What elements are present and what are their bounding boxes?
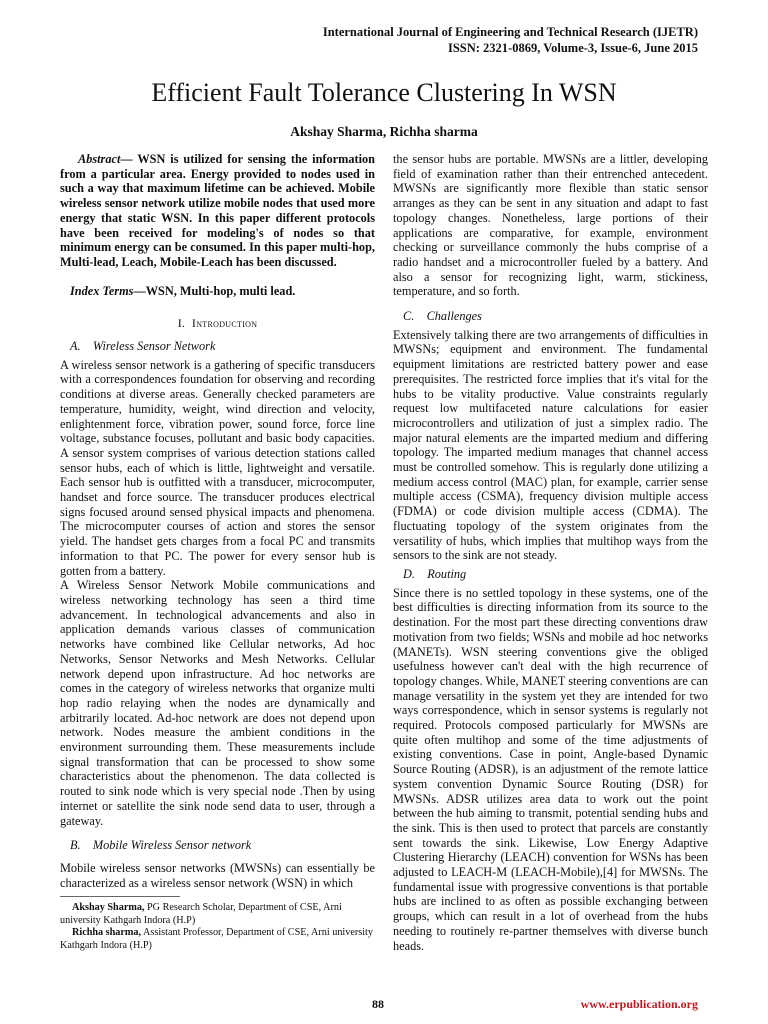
subsection-label: C. <box>403 309 415 324</box>
paragraph-a2: A Wireless Sensor Network Mobile communications and wireless networking technology has seen a third time advancement. In technological advancements and also in application demands various classes of communication networks have combined like Cellular networks, Ad hoc Networks, Sensor Networks and Mesh Networks. Cellular network depend upon infrastructure. Ad hoc networks are comes in the category of wireless networks that organize multi hop radio relaying when the nodes are dynamically and arbitrarily located. Ad-hoc network are does not depend upon network. Nodes measure the ambient conditions in the environment surrounding them. These measurements include signal transformation that can be processed to show some characteristics about the phenomenon. The data collected is routed to sink node which is very special node .Then by using internet or satellite the sink node send data to user, through a gateway. <box>60 578 375 828</box>
footnote-author-name: Richha sharma, <box>72 927 142 938</box>
journal-issn: ISSN: 2321-0869, Volume-3, Issue-6, June 2015 <box>447 41 698 55</box>
right-column <box>393 152 708 953</box>
subsection-heading-b <box>60 838 375 853</box>
paragraph-c: Extensively talking there are two arrangements of difficulties in MWSNs; equipment and environment. The fundamental equipment limitations are restricted battery power and ease prerequisites. The restricted force implies that it's vital for the hubs to be vitality productive. Value constraints regularly request low multifaceted nature calculations for easier microcontrollers and utilization of just a simplex radio. The major natural elements are the imparted medium and differing topology. The imparted medium manages that channel access must be controlled somehow. This is regularly done utilizing a medium access control (MAC) plan, for example, carrier sense multiple access (CSMA), frequency division multiple access (FDMA) or code division multiple access (CDMA). The fluctuating topology of the system originates from the versatility of hubs, which implies that multihop ways from the sensors to the sink are not steady. <box>393 327 708 563</box>
left-column <box>60 152 375 890</box>
section-number: I. <box>177 316 186 331</box>
index-terms-text: —WSN, Multi-hop, multi lead. <box>133 283 296 298</box>
paragraph-b1: Mobile wireless sensor networks (MWSNs) can essentially be characterized as a wireless sensor network (WSN) in which <box>60 860 375 890</box>
subsection-title: Mobile Wireless Sensor network <box>92 838 252 853</box>
abstract-dash: — <box>120 152 138 166</box>
section-title: Introduction <box>191 316 258 331</box>
paragraph-a1: A wireless sensor network is a gathering of specific transducers with a correspondences foundation for observing and recording conditions at diverse areas. Generally checked parameters are temperature, humidity, weight, wind direction and velocity, enlightenment force, vibration power, sound force, force line voltage, substance focuses, pollutant and basic body capacities. A sensor system comprises of various detection stations called sensor hubs, each of which is little, lightweight and versatile. Each sensor hub is outfitted with a transducer, microcomputer, handset and force source. The transducer produces electrical signs focused around sensed physical impacts and phenomena. The microcomputer courses of action and stores the sensor yield. The handset gets charges from a focal PC and transmits information to that PC. The power for every sensor hub is gotten from a battery. <box>60 357 375 578</box>
footnote-author-1 <box>60 902 375 927</box>
abstract <box>60 152 375 270</box>
paragraph-d: Since there is no settled topology in these systems, one of the best difficulties is directing information from its source to the destination. For the most part these directing conventions draw motivation from two fields; WSNs and mobile ad hoc networks (MANETs). WSN steering conventions give the obliged usefulness however can't deal with the high recurrence of topology changes. While, MANET steering conventions are can manage versatility in the system yet they are intended for two ways correspondence, which in sensor systems is regularly not required. Protocols composed particularly for MWSNs are quite often multihop and some of the time adjustments of existing conventions. Case in point, Angle-based Dynamic Source Routing (ADSR), is an adjustment of the remote lattice system convention Dynamic Source Routing (DSR) for MWSNs. ADSR utilizes area data to work out the point between the hub aiming to transmit, potential sending hubs and the sink. This is then used to protect that parcels are constantly sent towards the sink. Likewise, Low Energy Adaptive Clustering Hierarchy (LEACH) convention for WSNs has been adjusted to LEACH-M (LEACH-Mobile),[4] for MWSNs. The fundamental issue with progressive conventions is that portable hubs are inclined to as often as possible exchanging between groups, which can result in a lot of overhead from the hubs needing to routinely re-partner themselves with diverse bunch heads. <box>393 585 708 953</box>
author-footnotes <box>60 902 375 952</box>
footnote-author-name: Akshay Sharma, <box>72 902 145 913</box>
page-number: 88 <box>372 997 384 1011</box>
footnote-affiliation: PG Research Scholar, Department of CSE, Arni university Kathgarh Indora (H.P) <box>60 902 342 926</box>
index-terms-label: Index Terms <box>70 283 134 298</box>
footnote-author-2 <box>60 927 375 952</box>
abstract-text: WSN is utilized for sensing the information from a particular area. Energy provided to nodes used in such a way that maximum lifetime can be achieved. Mobile wireless sensor network utilize mobile nodes that used more energy that static WSN. In this paper different protocols have been received for modeling's of nodes so that minimum energy can be consumed. In this paper multi-hop, Multi-lead, Leach, Mobile-Leach has been discussed. <box>60 152 376 269</box>
section-heading-introduction <box>60 316 375 331</box>
subsection-heading-c <box>393 309 708 324</box>
subsection-label: B. <box>70 838 81 853</box>
subsection-label: A. <box>70 339 81 354</box>
journal-name: International Journal of Engineering and Technical Research (IJETR) <box>322 25 698 39</box>
subsection-title: Challenges <box>426 309 482 324</box>
paper-title: Efficient Fault Tolerance Clustering In WSN <box>151 78 617 107</box>
paper-authors: Akshay Sharma, Richha sharma <box>290 124 478 139</box>
journal-header <box>323 24 698 56</box>
footnote-divider <box>60 896 180 897</box>
subsection-title: Routing <box>427 566 467 581</box>
abstract-label: Abstract <box>78 152 121 166</box>
paragraph-b2: the sensor hubs are portable. MWSNs are a littler, developing field of examination rather than their entrenched antecedent. MWSNs are significantly more flexible than static sensor arranges as they can be sent in any situation and adapt to fast topology changes. Nonetheless, large portions of their applications are comparative, for example, environment checking or surveillance commonly the hubs comprise of a radio handset and a microcontroller fueled by a battery. And also a sensor for recognizing light, warm, stickiness, temperature, and so forth. <box>393 152 708 299</box>
subsection-heading-a <box>60 339 375 354</box>
publisher-website-link[interactable]: www.erpublication.org <box>580 997 698 1011</box>
footnote-affiliation: Assistant Professor, Department of CSE, Arni university Kathgarh Indora (H.P) <box>60 927 373 951</box>
index-terms <box>60 284 375 299</box>
subsection-label: D. <box>403 566 415 581</box>
subsection-heading-d <box>393 567 708 582</box>
subsection-title: Wireless Sensor Network <box>92 339 216 354</box>
